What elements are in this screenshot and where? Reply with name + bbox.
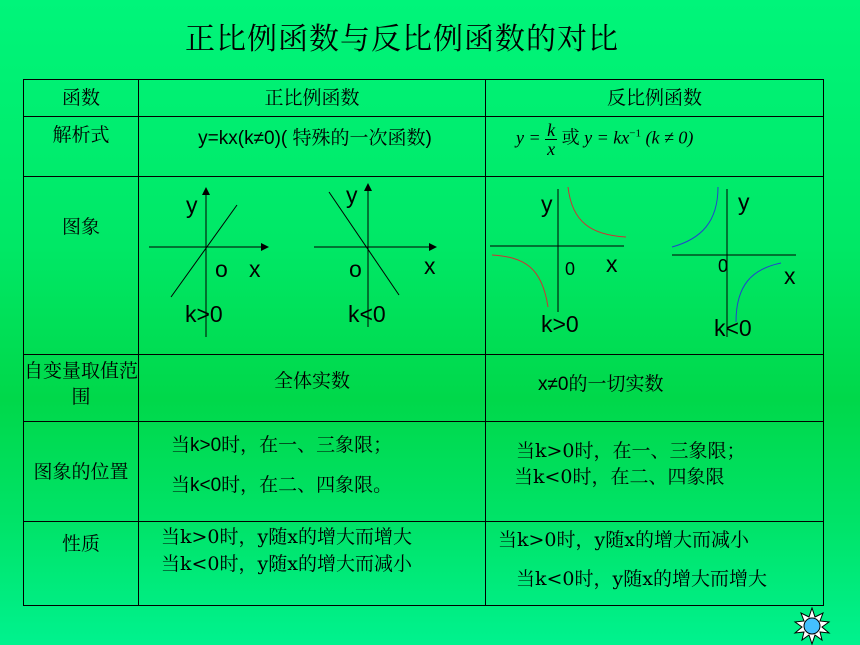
graph-origin-label: 0: [565, 259, 576, 279]
direct-formula-cell: [139, 117, 486, 177]
formula-eq2: y = kx: [584, 127, 630, 148]
graph-k-label: k<0: [348, 301, 386, 327]
direct-property-positive: 当k>0时，y随x的增大而增大: [161, 526, 412, 548]
header-direct: 正比例函数: [139, 80, 486, 117]
inverse-formula: [516, 121, 693, 158]
row-label-position: 图象的位置: [24, 422, 139, 522]
table-row: [24, 117, 824, 177]
graph-y-label: y: [541, 191, 553, 217]
row-label-formula: 解析式: [24, 117, 139, 177]
graph-x-label: x: [606, 251, 618, 277]
graph-k-label: k>0: [541, 311, 579, 337]
inverse-property-cell: [486, 522, 824, 606]
graph-y-label: y: [346, 182, 358, 208]
page-title: 正比例函数与反比例函数的对比: [185, 22, 619, 57]
direct-graph-negative: [289, 177, 489, 355]
fraction-denominator: x: [547, 139, 556, 159]
row-label-graph: 图象: [24, 177, 139, 355]
row-label-domain: 自变量取值范围: [24, 355, 139, 422]
table-row: [24, 522, 824, 606]
formula-lhs: y =: [516, 127, 541, 148]
graph-y-label: y: [186, 192, 198, 218]
inverse-position-cell: [486, 422, 824, 522]
direct-position-positive: 当k>0时，在一、三象限；: [171, 435, 393, 456]
direct-position-negative: 当k<0时，在二、四象限。: [171, 475, 393, 496]
inverse-position-positive: 当k>0时，在一、三象限；: [516, 440, 746, 462]
formula-or: 或: [561, 127, 580, 149]
inverse-graph-cell: [486, 177, 824, 355]
graph-x-label: x: [784, 263, 796, 289]
inverse-domain: x≠0的一切实数: [538, 374, 664, 395]
table-row: [24, 422, 824, 522]
graph-k-label: k>0: [185, 301, 223, 327]
row-label-property: 性质: [24, 522, 139, 606]
table-row: [24, 80, 824, 117]
formula-exponent: −1: [629, 127, 641, 140]
inverse-property-positive: 当k>0时，y随x的增大而减小: [498, 529, 749, 551]
graph-origin-label: 0: [718, 256, 729, 276]
direct-property-negative: 当k<0时，y随x的增大而减小: [161, 553, 412, 575]
graph-k-label: k<0: [714, 315, 752, 341]
graph-origin-label: o: [349, 256, 362, 282]
graph-x-label: x: [424, 253, 436, 279]
direct-property-cell: [139, 522, 486, 606]
header-function: 函数: [24, 80, 139, 117]
fraction-numerator: k: [547, 120, 556, 140]
inverse-position-negative: 当k<0时，在二、四象限: [514, 466, 725, 488]
graph-origin-label: o: [215, 256, 228, 282]
graph-y-label: y: [738, 189, 750, 215]
direct-domain-cell: [139, 355, 486, 422]
inverse-formula-cell: [486, 117, 824, 177]
formula-fraction: [545, 121, 557, 158]
graph-x-label: x: [249, 256, 261, 282]
sun-icon[interactable]: [793, 607, 831, 645]
direct-position-cell: [139, 422, 486, 522]
direct-graph-cell: [139, 177, 486, 355]
header-inverse: 反比例函数: [486, 80, 824, 117]
formula-condition: (k ≠ 0): [645, 127, 694, 148]
table-row: [24, 177, 824, 355]
comparison-table: [23, 79, 824, 606]
inverse-domain-cell: [486, 355, 824, 422]
inverse-property-negative: 当k<0时，y随x的增大而增大: [516, 568, 767, 590]
direct-formula: y=kx(k≠0)( 特殊的一次函数): [198, 128, 432, 149]
table-row: [24, 355, 824, 422]
direct-domain: 全体实数: [273, 370, 350, 392]
